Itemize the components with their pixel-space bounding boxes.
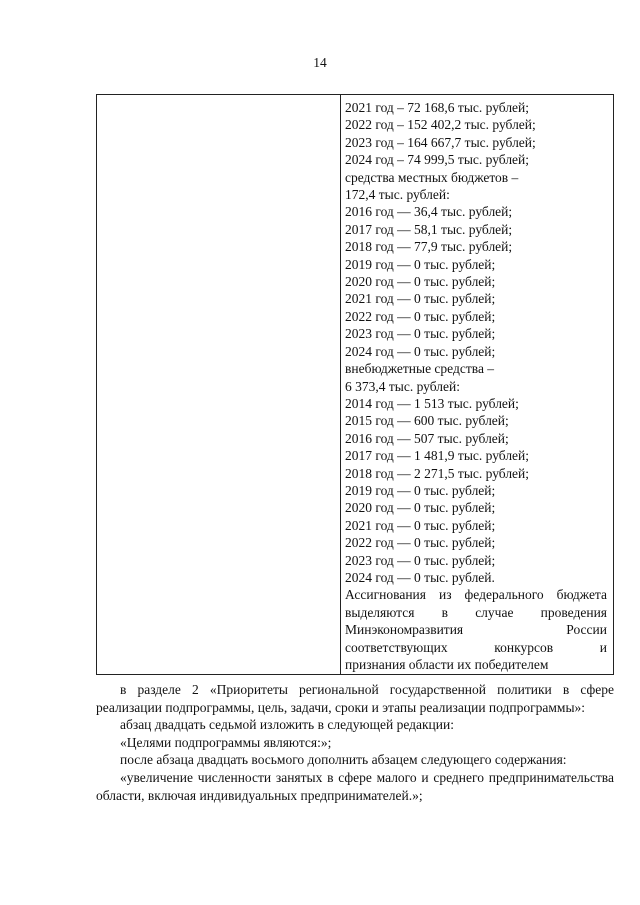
funding-line: 2023 год — 0 тыс. рублей; <box>345 326 496 342</box>
funding-line: 2019 год — 0 тыс. рублей; <box>345 256 496 272</box>
funding-line: 2018 год — 77,9 тыс. рублей; <box>345 239 513 255</box>
funding-line: 2016 год — 507 тыс. рублей; <box>345 430 509 446</box>
federal-note-line: Минэкономразвития России <box>345 622 607 638</box>
funding-line: 2021 год — 0 тыс. рублей; <box>345 291 496 307</box>
paragraph-quoted-goal: «Целями подпрограммы являются:»; <box>120 734 332 750</box>
federal-note-line: Ассигнования из федерального бюджета <box>345 587 607 603</box>
funding-line: 2024 год — 0 тыс. рублей; <box>345 343 496 359</box>
federal-note-line: выделяются в случае проведения <box>345 604 607 620</box>
funding-line: 2020 год — 0 тыс. рублей; <box>345 500 496 516</box>
paragraph-quoted-addition: «увеличение численности занятых в сфере малого и среднего предпринимательства области, включая индивидуальных предпринимателей.»; <box>96 769 614 803</box>
federal-note-line: признания области их победителем <box>345 657 549 672</box>
funding-total: 6 373,4 тыс. рублей: <box>345 378 460 394</box>
federal-note-line: соответствующих конкурсов и <box>345 639 607 655</box>
funding-line: 2017 год — 1 481,9 тыс. рублей; <box>345 448 530 464</box>
amendment-text <box>96 681 614 804</box>
funding-source-label: внебюджетные средства – <box>345 361 495 377</box>
funding-line: 2018 год — 2 271,5 тыс. рублей; <box>345 465 530 481</box>
column-divider <box>340 95 341 674</box>
funding-total: 172,4 тыс. рублей: <box>345 187 450 203</box>
funding-line: 2019 год — 0 тыс. рублей; <box>345 482 496 498</box>
funding-line: 2022 год – 152 402,2 тыс. рублей; <box>345 117 536 133</box>
paragraph-edit-instruction: абзац двадцать седьмой изложить в следующей редакции: <box>120 717 454 733</box>
funding-line: 2023 год — 0 тыс. рублей; <box>345 552 496 568</box>
funding-table <box>96 94 614 675</box>
funding-line: 2022 год — 0 тыс. рублей; <box>345 308 496 324</box>
funding-line: 2024 год — 0 тыс. рублей. <box>345 569 495 585</box>
funding-line: 2023 год – 164 667,7 тыс. рублей; <box>345 134 536 150</box>
funding-line: 2021 год — 0 тыс. рублей; <box>345 517 496 533</box>
funding-details-cell <box>345 99 607 673</box>
page-number: 14 <box>313 55 327 70</box>
funding-line: 2016 год — 36,4 тыс. рублей; <box>345 204 513 220</box>
paragraph-section-2: в разделе 2 «Приоритеты региональной государственной политики в сфере реализации подпрограммы, цель, задачи, сроки и этапы реализации подпрограммы»: <box>96 682 614 715</box>
funding-line: 2014 год — 1 513 тыс. рублей; <box>345 395 519 411</box>
funding-line: 2017 год — 58,1 тыс. рублей; <box>345 221 513 237</box>
funding-line: 2020 год — 0 тыс. рублей; <box>345 274 496 290</box>
funding-line: 2022 год — 0 тыс. рублей; <box>345 535 496 551</box>
paragraph-add-instruction: после абзаца двадцать восьмого дополнить абзацем следующего содержания: <box>120 752 567 768</box>
funding-line: 2024 год – 74 999,5 тыс. рублей; <box>345 152 530 168</box>
funding-line: 2015 год — 600 тыс. рублей; <box>345 413 509 429</box>
funding-line: 2021 год – 72 168,6 тыс. рублей; <box>345 100 530 115</box>
funding-source-label: средства местных бюджетов – <box>345 169 519 185</box>
